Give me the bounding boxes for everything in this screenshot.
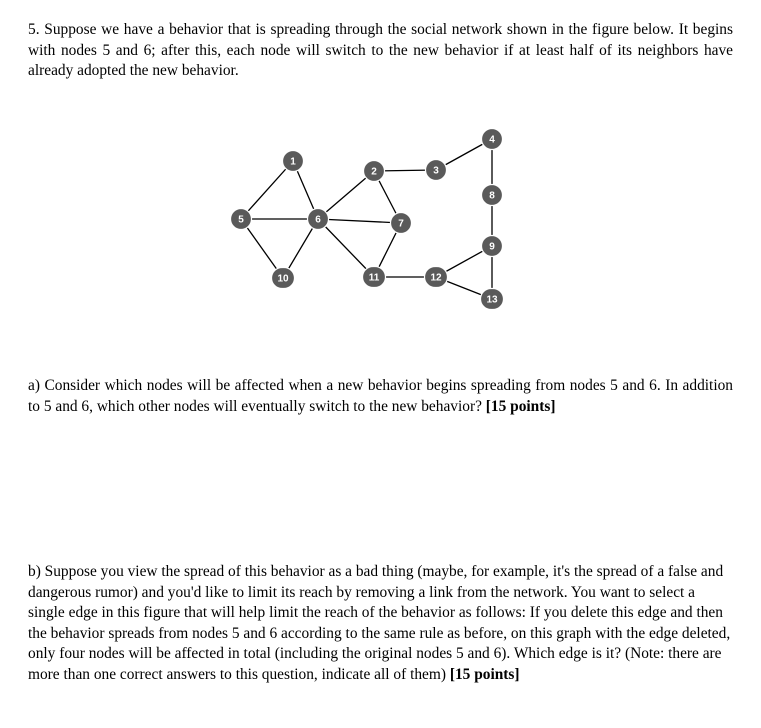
graph-node-6: [308, 209, 329, 230]
question-a-points: [15 points]: [485, 397, 556, 415]
graph-node-label: 2: [371, 166, 377, 178]
graph-node-label: 11: [368, 272, 380, 284]
question-5-body: 5. Suppose we have a behavior that is spreading through the social network shown in the figure below. It begins with nodes 5 and 6; after this, each node will switch to the new behavior if at least half of its neighbors have already adopted the new behavior.: [28, 21, 733, 79]
graph-edge-6-11: [318, 219, 374, 277]
graph-node-5: [231, 209, 252, 230]
graph-node-3: [426, 160, 447, 181]
graph-node-4: [482, 129, 503, 150]
graph-node-label: 6: [315, 214, 321, 226]
question-a-body: a) Consider which nodes will be affected when a new behavior begins spreading from nodes 5 and 6. In addition to 5 and 6, which other nodes will eventually switch to the new behavior?: [28, 377, 733, 415]
graph-node-label: 1: [290, 156, 296, 168]
graph-node-label: 7: [398, 218, 404, 230]
graph-node-9: [482, 236, 503, 257]
graph-node-label: 5: [238, 214, 244, 226]
graph-edge-1-5: [241, 161, 293, 219]
graph-node-label: 8: [489, 190, 495, 202]
graph-node-12: [425, 267, 448, 288]
question-b-body: b) Suppose you view the spread of this behavior as a bad thing (maybe, for example, it's the spread of a false and dangerous rumor) and you'd like to limit its reach by removing a link from the network. You want to select a single edge in this figure that will help limit the reach of the behavior as follows: If you delete this edge and then the behavior spreads from nodes 5 and 6 according to the same rule as before, on this graph with the edge deleted, only four nodes will be affected in total (including the original nodes 5 and 6). Which edge is it? (Note: there are more than one correct answers to this question, indicate all of them): [28, 563, 731, 683]
question-a-text: [28, 376, 733, 417]
graph-node-label: 10: [277, 273, 289, 285]
graph-node-label: 3: [433, 165, 439, 177]
graph-node-label: 13: [486, 294, 498, 306]
graph-edge-6-7: [318, 219, 401, 223]
graph-node-1: [283, 151, 304, 172]
graph-node-label: 12: [430, 272, 442, 284]
graph-node-11: [363, 267, 386, 288]
graph-node-10: [272, 268, 295, 289]
graph-node-label: 4: [489, 134, 495, 146]
graph-node-2: [364, 161, 385, 182]
graph-node-13: [481, 289, 504, 310]
graph-node-8: [482, 185, 503, 206]
graph-node-label: 9: [489, 241, 495, 253]
question-b-points: [15 points]: [449, 665, 520, 683]
graph-node-7: [391, 213, 412, 234]
question-b-text: [28, 562, 733, 685]
